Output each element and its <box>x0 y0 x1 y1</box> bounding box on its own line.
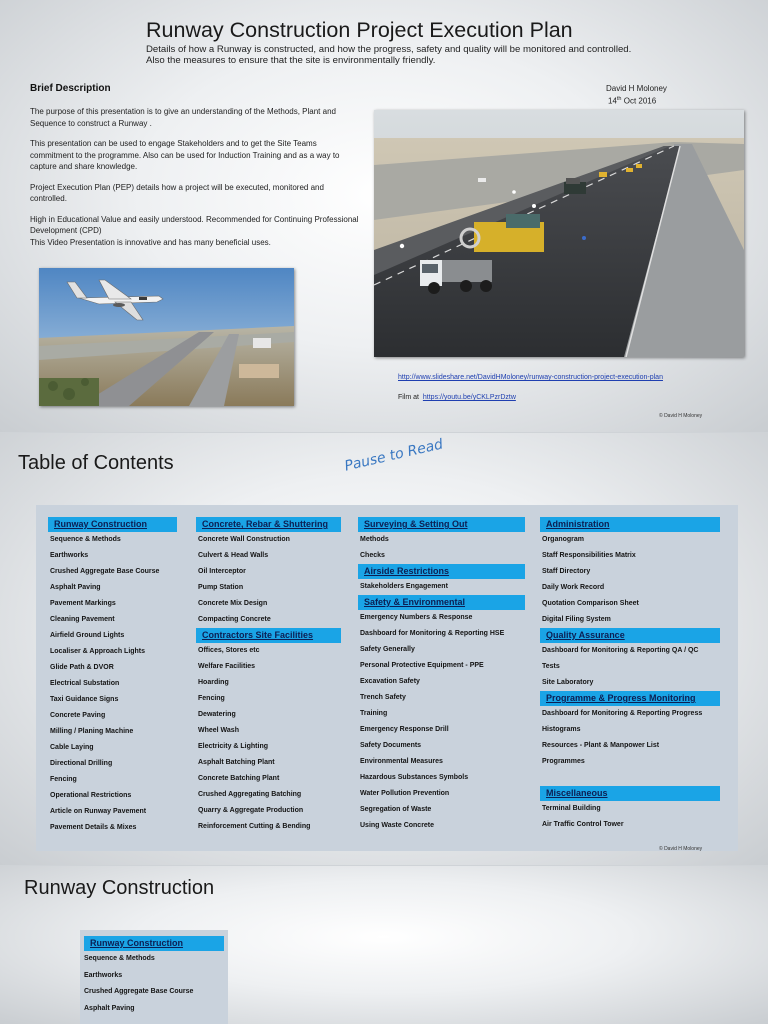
toc-section-heading[interactable]: Airside Restrictions <box>358 564 525 579</box>
film-link-line <box>398 394 516 401</box>
brief-paragraph: High in Educational Value and easily understood. Recommended for Continuing Professional Development (CPD) <box>30 214 359 235</box>
subtitle-line: Details of how a Runway is constructed, and how the progress, safety and quality will be monitored and controlled. <box>146 44 632 55</box>
section-title: Runway Construction <box>24 877 215 899</box>
toc-item[interactable]: Programmes <box>542 758 585 765</box>
slide-runway-construction <box>0 866 768 1024</box>
toc-item[interactable]: Emergency Response Drill <box>360 726 449 733</box>
toc-item[interactable]: Oil Interceptor <box>198 568 246 575</box>
brief-paragraph: Project Execution Plan (PEP) details how a project will be executed, monitored and controlled. <box>30 182 324 203</box>
toc-item[interactable]: Earthworks <box>50 552 89 559</box>
toc-item[interactable]: Using Waste Concrete <box>360 822 435 829</box>
runway-paving-image <box>374 110 744 357</box>
toc-item[interactable]: Pavement Markings <box>50 600 116 607</box>
toc-item[interactable]: Taxi Guidance Signs <box>50 696 119 703</box>
toc-item[interactable]: Tests <box>542 663 560 670</box>
toc-item[interactable]: Emergency Numbers & Response <box>360 614 473 621</box>
toc-column <box>358 517 525 834</box>
toc-item[interactable]: Earthworks <box>84 971 123 979</box>
toc-section-heading[interactable]: Concrete, Rebar & Shuttering <box>196 517 341 532</box>
author-block <box>606 83 667 107</box>
toc-section-heading[interactable]: Quality Assurance <box>540 628 720 643</box>
date-rest: Oct 2016 <box>621 96 657 106</box>
date-day: 14 <box>608 96 617 106</box>
presentation-title: Runway Construction Project Execution Plan <box>146 18 573 42</box>
toc-item[interactable]: Compacting Concrete <box>198 616 271 623</box>
toc-item[interactable]: Organogram <box>542 536 585 543</box>
toc-item[interactable]: Offices, Stores etc <box>198 647 260 654</box>
toc-item[interactable]: Staff Directory <box>542 568 591 575</box>
toc-panel <box>36 505 738 851</box>
toc-item[interactable]: Electrical Substation <box>50 680 120 687</box>
aircraft-over-airport-photo <box>39 268 294 406</box>
toc-item[interactable]: Sequence & Methods <box>84 955 155 962</box>
toc-item-spacer <box>540 770 720 786</box>
toc-item[interactable]: Fencing <box>198 695 225 702</box>
toc-item[interactable]: Water Pollution Prevention <box>360 790 450 797</box>
toc-section-heading[interactable]: Runway Construction <box>84 936 224 951</box>
toc-item[interactable]: Resources - Plant & Manpower List <box>542 742 660 749</box>
runway-paving-photo <box>374 110 744 357</box>
toc-item[interactable]: Checks <box>360 552 385 559</box>
toc-item[interactable]: Asphalt Paving <box>84 1004 135 1012</box>
toc-item[interactable]: Pump Station <box>198 584 244 591</box>
toc-section-heading[interactable]: Programme & Progress Monitoring <box>540 691 720 706</box>
toc-item[interactable]: Segregation of Waste <box>360 806 432 813</box>
toc-item[interactable]: Directional Drilling <box>50 760 113 767</box>
toc-item[interactable]: Methods <box>360 536 389 543</box>
toc-item[interactable]: Training <box>360 710 388 717</box>
toc-item[interactable]: Airfield Ground Lights <box>50 632 125 639</box>
slide-table-of-contents <box>0 433 768 865</box>
toc-item[interactable]: Welfare Facilities <box>198 663 256 670</box>
toc-item[interactable]: Terminal Building <box>542 805 601 812</box>
brief-paragraph: This Video Presentation is innovative and has many beneficial uses. <box>30 237 271 247</box>
toc-item[interactable]: Asphalt Batching Plant <box>198 759 275 766</box>
toc-column <box>540 517 720 833</box>
toc-item[interactable]: Dewatering <box>198 711 236 718</box>
date-suffix: th <box>616 96 622 102</box>
toc-item[interactable]: Fencing <box>50 776 77 783</box>
toc-item[interactable]: Safety Documents <box>360 742 422 749</box>
brief-description <box>30 106 360 248</box>
brief-paragraph: This presentation can be used to engage Stakeholders and to get the Site Teams commitment to the programme. Also can be used for Induction Training and as a way to capture and share knowledge. <box>30 139 340 171</box>
toc-title: Table of Contents <box>18 452 174 474</box>
toc-item[interactable]: Hazardous Substances Symbols <box>360 774 469 781</box>
toc-item[interactable]: Quarry & Aggregate Production <box>198 807 304 814</box>
toc-item[interactable]: Digital Filing System <box>542 616 611 623</box>
toc-item[interactable]: Milling / Planing Machine <box>50 728 134 735</box>
toc-column <box>48 517 177 836</box>
section-panel <box>80 930 228 1024</box>
toc-item[interactable]: Sequence & Methods <box>50 536 121 543</box>
toc-section-heading[interactable]: Contractors Site Facilities <box>196 628 341 643</box>
toc-item[interactable]: Crushed Aggregate Base Course <box>50 568 160 575</box>
slideshare-link[interactable]: http://www.slideshare.net/DavidHMoloney/runway-construction-project-execution-plan <box>398 374 663 381</box>
toc-item[interactable]: Wheel Wash <box>198 727 239 734</box>
toc-item[interactable]: Dashboard for Monitoring & Reporting QA / QC <box>542 647 699 654</box>
toc-item[interactable]: Concrete Batching Plant <box>198 775 280 782</box>
toc-section-heading[interactable]: Miscellaneous <box>540 786 720 801</box>
toc-item[interactable]: Concrete Mix Design <box>198 600 268 607</box>
toc-item[interactable]: Culvert & Head Walls <box>198 552 269 559</box>
toc-item[interactable]: Hoarding <box>198 679 229 686</box>
toc-item[interactable]: Concrete Wall Construction <box>198 536 290 543</box>
toc-item[interactable]: Asphalt Paving <box>50 584 101 591</box>
pause-to-read-note: Pause to Read <box>343 436 445 475</box>
toc-item[interactable]: Localiser & Approach Lights <box>50 648 146 655</box>
brief-paragraph: The purpose of this presentation is to give an understanding of the Methods, Plant and Sequence to construct a Runway . <box>30 107 336 128</box>
toc-item[interactable]: Dashboard for Monitoring & Reporting HSE <box>360 630 505 637</box>
toc-section-heading[interactable]: Runway Construction <box>48 517 177 532</box>
copyright-notice: © David H Moloney <box>659 846 703 852</box>
toc-item[interactable]: Site Laboratory <box>542 679 594 686</box>
toc-item[interactable]: Histograms <box>542 726 581 733</box>
toc-section-heading[interactable]: Surveying & Setting Out <box>358 517 525 532</box>
author-name: David H Moloney <box>606 84 667 93</box>
youtube-link[interactable]: https://youtu.be/yCKLPzrDztw <box>422 394 516 401</box>
toc-item[interactable]: Safety Generally <box>360 646 415 653</box>
toc-section-heading[interactable]: Safety & Environmental <box>358 595 525 610</box>
toc-item[interactable]: Excavation Safety <box>360 678 420 685</box>
film-label: Film at <box>398 394 419 401</box>
toc-item[interactable]: Crushed Aggregating Batching <box>198 791 302 798</box>
toc-item[interactable]: Article on Runway Pavement <box>50 808 147 815</box>
slide-intro <box>0 0 768 432</box>
toc-column <box>196 517 341 835</box>
toc-item[interactable]: Cable Laying <box>50 744 94 751</box>
toc-item[interactable]: Reinforcement Cutting & Bending <box>198 823 311 830</box>
toc-item[interactable]: Environmental Measures <box>360 758 443 765</box>
toc-item[interactable]: Quotation Comparison Sheet <box>542 600 639 607</box>
toc-item[interactable]: Stakeholders Engagement <box>360 583 448 590</box>
toc-item[interactable]: Electricity & Lighting <box>198 743 269 750</box>
toc-item[interactable]: Concrete Paving <box>50 712 106 719</box>
toc-item[interactable]: Glide Path & DVOR <box>50 664 114 671</box>
aircraft-over-airport-image <box>39 268 294 406</box>
toc-item[interactable]: Daily Work Record <box>542 584 605 591</box>
presentation-date <box>606 94 667 107</box>
toc-item[interactable]: Trench Safety <box>360 694 406 701</box>
toc-item[interactable]: Dashboard for Monitoring & Reporting Progress <box>542 710 703 717</box>
toc-item[interactable]: Operational Restrictions <box>50 792 132 799</box>
toc-item[interactable]: Cleaning Pavement <box>50 616 115 623</box>
copyright-notice: © David H Moloney <box>659 413 703 419</box>
toc-item[interactable]: Pavement Details & Mixes <box>50 824 137 831</box>
subtitle-line: Also the measures to ensure that the site is environmentally friendly. <box>146 55 436 66</box>
toc-item[interactable]: Air Traffic Control Tower <box>542 821 624 828</box>
presentation-subtitle <box>146 44 631 66</box>
toc-item[interactable]: Staff Responsibilities Matrix <box>542 552 636 559</box>
brief-description-heading: Brief Description <box>30 83 111 94</box>
toc-section-heading[interactable]: Administration <box>540 517 720 532</box>
toc-item[interactable]: Crushed Aggregate Base Course <box>84 988 194 995</box>
toc-item[interactable]: Personal Protective Equipment - PPE <box>360 662 484 669</box>
